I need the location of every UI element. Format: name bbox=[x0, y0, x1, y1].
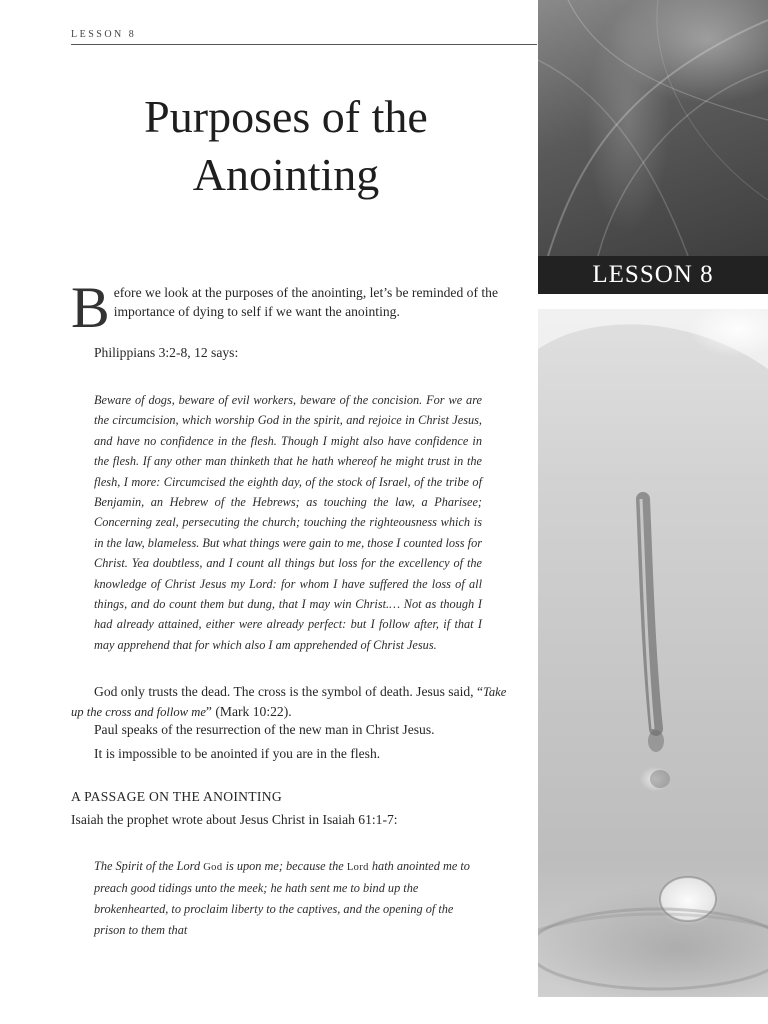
trust-text: God only trusts the dead. The cross is the symbol of death. Jesus said, “ bbox=[94, 684, 484, 699]
header-rule bbox=[71, 44, 537, 45]
title-line-2: Anointing bbox=[192, 149, 380, 200]
paul-paragraph: Paul speaks of the resurrection of the new man in Christ Jesus. bbox=[94, 722, 435, 737]
drop-cap: B bbox=[71, 275, 110, 340]
section-heading: A PASSAGE ON THE ANOINTING bbox=[71, 789, 282, 804]
philippians-quote: Beware of dogs, beware of evil workers, beware of the concision. For we are the circumcision, which worship God in the spirit, and rejoice in Christ Jesus, and have no confidence in the flesh. Though I might also have confidence in the flesh. If any other man thinketh that he hath whereof he might trust in the flesh, I more: Circumcised the eighth day, of the stock of Israel, of the tribe of Benjamin, an Hebrew of the Hebrews; as touching the law, a Pharisee; Concerning zeal, persecuting the church; touching the righteousness which is in the law, blameless. But what things were gain to me, those I counted loss for Christ. Yea doubtless, and I count all things but loss for the excellency of the knowledge of Christ Jesus my Lord: for whom I have suffered the loss of all things, and do count them but dung, that I may win Christ.… Not as though I had already attained, either were already perfect: but I follow after, if that I may apprehend that for which also I am apprehended of Christ Jesus. bbox=[94, 393, 483, 652]
small-caps-god: God bbox=[203, 862, 223, 873]
decorative-abstract-image bbox=[538, 0, 768, 256]
isaiah-quote-text: The Spirit of the Lord bbox=[94, 859, 204, 873]
isaiah-quote bbox=[94, 856, 484, 941]
intro-text: efore we look at the purposes of the anointing, let’s be reminded of the importance of dying to self if we want the anointing. bbox=[113, 285, 498, 319]
trust-citation: ” (Mark 10:22). bbox=[205, 704, 292, 719]
scripture-reference: Philippians 3:2-8, 12 says: bbox=[94, 345, 239, 360]
oil-drop-image bbox=[538, 309, 768, 997]
intro-paragraph bbox=[71, 275, 507, 340]
isaiah-intro: Isaiah the prophet wrote about Jesus Christ in Isaiah 61:1-7: bbox=[71, 812, 398, 827]
trust-quote: Take up the cross and follow me bbox=[71, 685, 507, 719]
impossible-paragraph: It is impossible to be anointed if you are in the flesh. bbox=[94, 746, 381, 761]
lesson-banner: LESSON 8 bbox=[538, 256, 768, 294]
page-title bbox=[71, 88, 501, 204]
trust-paragraph bbox=[71, 682, 507, 722]
isaiah-quote-text: hath anointed me to preach good tidings unto the meek; he hath sent me to bind up the brokenhearted, to proclaim liberty to the captives, and the opening of the prison to them that bbox=[94, 859, 470, 937]
running-header: LESSON 8 bbox=[71, 29, 137, 40]
title-line-1: Purposes of the bbox=[144, 91, 428, 142]
isaiah-quote-text: is upon me; because the bbox=[222, 859, 347, 873]
small-caps-lord: Lord bbox=[346, 862, 369, 873]
